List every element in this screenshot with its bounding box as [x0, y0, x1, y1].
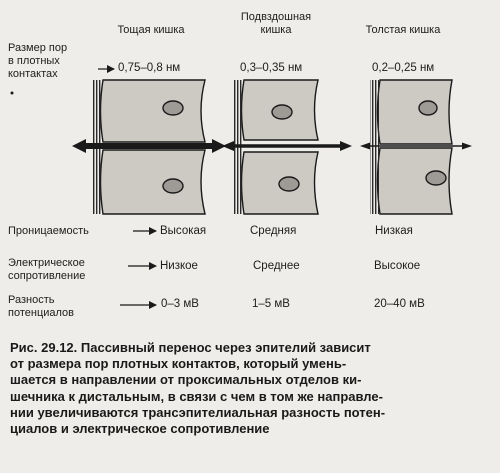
- nucleus-ileum-lower: [279, 177, 299, 191]
- potential-jejunum: 0–3 мВ: [161, 298, 199, 310]
- resistance-ileum: Среднее: [253, 260, 300, 272]
- bullet-dot: [11, 92, 14, 95]
- row-label-resistance-line1: Электрическое: [8, 257, 85, 269]
- nucleus-jejunum-lower: [163, 179, 183, 193]
- brush-border-colon: [370, 80, 379, 214]
- row-label-pore-size-line3: контактах: [8, 68, 58, 80]
- column-title-ileum-line1: Подвздошная: [240, 11, 312, 23]
- potential-ileum: 1–5 мВ: [252, 298, 290, 310]
- caption-line-2: от размера пор плотных контактов, который умень-: [10, 356, 347, 372]
- caption-line-6: циалов и электрическое сопротивление: [10, 421, 270, 437]
- pore-size-ileum: 0,3–0,35 нм: [240, 62, 303, 74]
- caption-figure-number: Рис. 29.12.: [10, 340, 78, 355]
- cells-colon: [370, 80, 452, 214]
- resistance-colon: Высокое: [374, 260, 421, 272]
- figure-caption: [10, 340, 490, 437]
- row-label-permeability: Проницаемость: [8, 225, 89, 237]
- permeability-jejunum: Высокая: [160, 225, 207, 237]
- column-title-ileum-line2: кишка: [260, 24, 292, 36]
- cell-colon-upper: [378, 80, 453, 144]
- column-title-jejunum: Тощая кишка: [117, 24, 185, 36]
- caption-line-5: нии увеличиваются трансэпителиальная разность потен-: [10, 404, 386, 420]
- row-label-pore-size-line2: в плотных: [8, 55, 60, 67]
- column-title-colon: Толстая кишка: [365, 24, 441, 36]
- permeability-ileum: Средняя: [250, 225, 297, 237]
- row-label-pore-size-line1: Размер пор: [8, 42, 68, 54]
- nucleus-ileum-upper: [272, 105, 292, 119]
- caption-line-1-text: Пассивный перенос через эпителий зависит: [80, 340, 371, 355]
- pore-size-jejunum: 0,75–0,8 нм: [118, 62, 181, 74]
- nucleus-colon-upper: [419, 101, 437, 115]
- caption-line-4: шечника к дистальным, в связи с чем в том же направле-: [10, 388, 383, 404]
- nucleus-jejunum-upper: [163, 101, 183, 115]
- caption-line-1: [10, 340, 490, 356]
- potential-colon: 20–40 мВ: [374, 298, 425, 310]
- nucleus-colon-lower: [426, 171, 446, 185]
- row-label-potential-line1: Разность: [8, 294, 55, 306]
- cell-jejunum-lower: [101, 150, 206, 214]
- caption-line-3: шается в направлении от проксимальных отделов ки-: [10, 372, 362, 388]
- resistance-jejunum: Низкое: [160, 260, 198, 272]
- row-label-resistance-line2: сопротивление: [8, 270, 86, 282]
- row-label-potential-line2: потенциалов: [8, 307, 75, 319]
- permeability-colon: Низкая: [375, 225, 413, 237]
- pore-size-colon: 0,2–0,25 нм: [372, 62, 435, 74]
- cell-jejunum-upper: [101, 80, 206, 142]
